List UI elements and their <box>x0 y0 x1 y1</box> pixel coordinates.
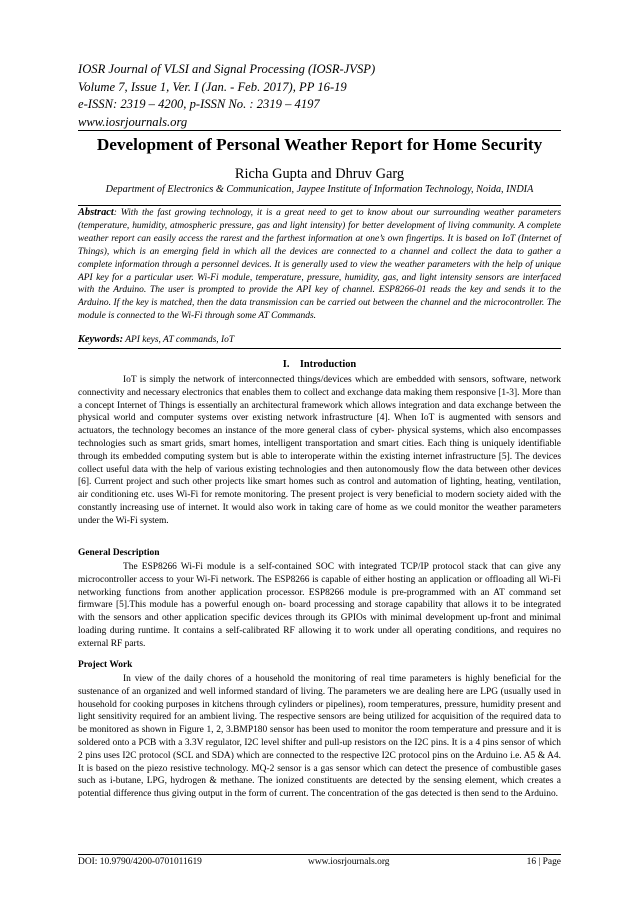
abstract-bottom-rule <box>78 348 561 349</box>
project-work-heading: Project Work <box>78 660 133 670</box>
footer-page-number: 16 | Page <box>526 857 561 867</box>
journal-header <box>78 61 558 131</box>
introduction-heading: I. Introduction <box>282 359 357 370</box>
paper-authors: Richa Gupta and Dhruv Garg <box>234 166 405 182</box>
issn-line: e-ISSN: 2319 – 4200, p-ISSN No. : 2319 – 4197 <box>78 97 320 111</box>
journal-name: IOSR Journal of VLSI and Signal Processing (IOSR-JVSP) <box>78 62 376 76</box>
keywords-label: Keywords: <box>78 334 124 345</box>
general-description-text: The ESP8266 Wi-Fi module is a self-contained SOC with integrated TCP/IP protocol stack that can give any microcontroller access to your Wi-Fi network. The ESP8266 is capable of either hosting an application or offloading all Wi-Fi networking functions from another application processor. ESP8266 module is pre-programmed with an AT command set firmware [5].This module has a powerful enough on- board processing and storage capability that allows it to be integrated with the sensors and other application specific devices through its GPIOs with minimal development up-front and minimal loading during runtime. It contains a self-calibrated RF allowing it to work under all operating conditions, and requires no external RF parts. <box>78 562 561 649</box>
footer-doi: DOI: 10.9790/4200-0701011619 <box>78 857 202 867</box>
abstract <box>78 207 561 323</box>
journal-website: www.iosrjournals.org <box>78 114 188 129</box>
paper-title: Development of Personal Weather Report for Home Security <box>96 135 543 154</box>
keywords <box>78 333 561 347</box>
footer-rule <box>78 854 561 855</box>
introduction-text: IoT is simply the network of interconnected things/devices which are embedded with sensors, software, network connectivity and necessary electronics that enables them to collect and exchange data making them responsive [1-3]. More than a concept Internet of Things is essentially an architectural framework which allows integration and data exchange between the physical world and computer systems over existing network infrastructure [4]. When IoT is augmented with sensors and actuators, the technology becomes an instance of the more general class of cyber- physical systems, which also encompasses technologies such as smart grids, smart homes, intelligent transportation and smart cities. Each thing is uniquely identifiable through its embedded computing system but is able to interoperate within the existing internet infrastructure [5]. The devices collect useful data with the help of various existing technologies and then autonomously flow the data between other devices [6]. Current project and such other projects like smart homes such as control and automation of lighting, heating, ventilation, air conditioning etc. uses Wi-Fi for remote monitoring. The present project is very beneficial to modern society aided with the constantly increasing use of internet. It would also work in taking care of home as we could monitor the weather parameters under the Wi-Fi system. <box>78 375 561 526</box>
abstract-label: Abstract <box>78 207 114 218</box>
project-work-text: In view of the daily chores of a household the monitoring of real time parameters is highly beneficial for the sustenance of an organized and well informed standard of living. The parameters we are dealing here are LPG (usually used in household for cooking purposes in kitchens through cylinders or pipelines), room temperatures, pressure, humidity present and light sensitivity required for an ambient living. The respective sensors are being utilized for acquisition of the required data to be monitored as shown in Figure 1, 2, 3.BMP180 sensor has been used to monitor the room temperature and pressure and it is soldered onto a PCB with a 3.3V regulator, I2C level shifter and pull-up resistors on the I2C pins. It is a 4 pins sensor of which 2 pins uses I2C protocol (SCL and SDA) which are connected to the respective I2C protocol pins on the Arduino i.e. A5 & A4. It is based on the piezo resistive technology. MQ-2 sensor is a gas sensor which can detect the presence of combustible gases such as i-butane, LPG, hydrogen & methane. The ionized constituents are detected by the sensing element, which creates a potential difference thus giving output in the form of current. The concentration of the gas detected is then send to the Arduino. <box>78 674 561 800</box>
paper-affiliation: Department of Electronics & Communication, Jaypee Institute of Information Technology, Noida, INDIA <box>105 184 534 195</box>
footer-website[interactable]: www.iosrjournals.org <box>308 857 390 867</box>
header-rule <box>78 130 561 131</box>
keywords-text: API keys, AT commands, IoT <box>123 335 235 345</box>
abstract-text: : With the fast growing technology, it is a great need to get to know about our surrounding weather parameters (temperature, humidity, atmospheric pressure, gas and light intensity) for better development of living community. A complete weather report can easily access the rarest and the farthest information at one’s own fingertips. It is based on IoT (Internet of Things), which is an emerging field in which all the devices are connected to a channel and collect the data to gather a complete information through a personnel devices. It is generally used to view the weather parameters with the help of unique API key for a particular user. Wi-Fi module, temperature, pressure, humidity, gas, and light intensity sensors are interfaced with the Arduino. The user is prompted to provide the API key of channel. ESP8266-01 reads the key and sends it to the Arduino. If the key is matched, then the data transmission can be carried out between the channel and the microcontroller. The module is connected to the Wi-Fi through some AT Commands. <box>78 208 561 322</box>
abstract-top-rule <box>78 205 561 206</box>
general-description-heading: General Description <box>78 548 160 558</box>
volume-line: Volume 7, Issue 1, Ver. I (Jan. - Feb. 2017), PP 16-19 <box>78 79 347 94</box>
